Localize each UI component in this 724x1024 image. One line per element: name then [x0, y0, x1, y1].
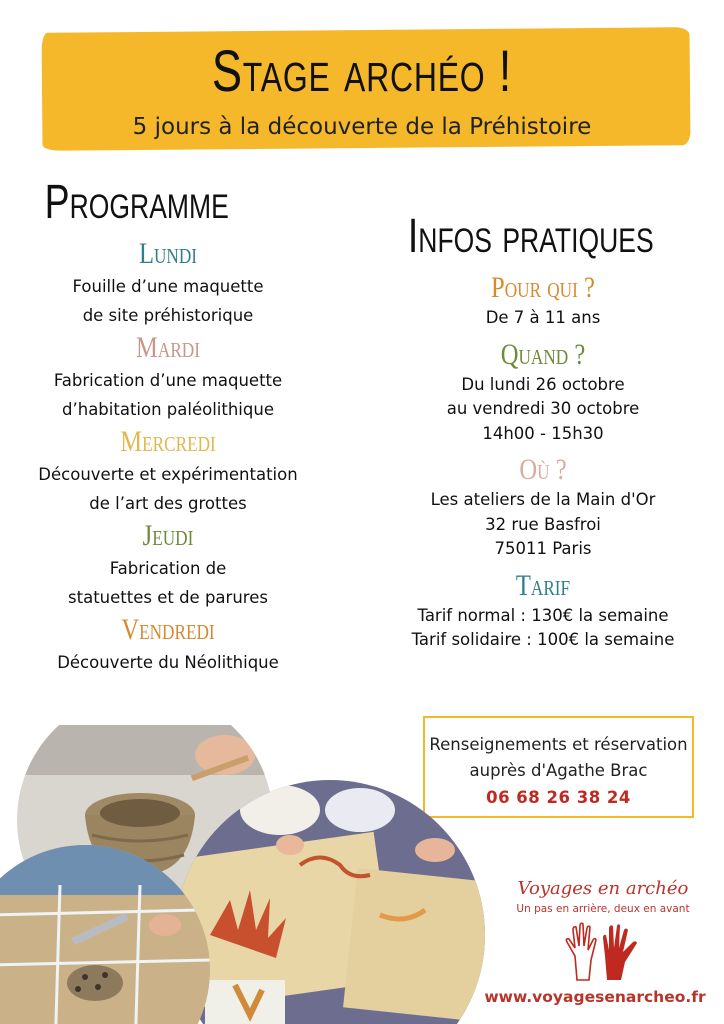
info-label: Quand ?: [500, 337, 586, 371]
day-block-tuesday: [30, 330, 306, 424]
day-activity: d’habitation paléolithique: [62, 400, 274, 419]
brand-name: Voyages en archéo: [517, 878, 689, 899]
contact-line: Renseignements et réservation: [429, 735, 688, 754]
day-activity: statuettes et de parures: [68, 588, 268, 607]
programme-column: [30, 170, 306, 677]
page-title: Stage archéo !: [211, 39, 513, 104]
day-block-friday: [30, 612, 306, 677]
contact-phone: 06 68 26 38 24: [486, 788, 631, 807]
day-label: Mardi: [136, 331, 200, 364]
info-block-location: [398, 452, 688, 562]
info-label: Tarif: [515, 568, 571, 602]
day-block-thursday: [30, 518, 306, 612]
infos-heading: Infos pratiques: [407, 210, 654, 263]
day-label: Mercredi: [120, 425, 216, 458]
brand-logo: [488, 876, 718, 982]
info-text: De 7 à 11 ans: [485, 308, 601, 327]
info-text: 75011 Paris: [494, 539, 592, 558]
day-activity: Fabrication d’une maquette: [53, 371, 283, 390]
info-text: 32 rue Basfroi: [485, 514, 601, 534]
programme-heading: Programme: [44, 176, 229, 229]
info-text: au vendredi 30 octobre: [446, 399, 640, 418]
day-block-monday: [30, 236, 306, 330]
day-label: Lundi: [138, 237, 198, 270]
day-activity: Découverte du Néolithique: [57, 653, 279, 672]
day-label: Jeudi: [142, 519, 194, 552]
page-subtitle: 5 jours à la découverte de la Préhistoire: [132, 114, 592, 140]
info-text: 14h00 - 15h30: [482, 423, 604, 443]
contact-name: auprès d'Agathe Brac: [469, 761, 648, 780]
day-activity: Fabrication de: [109, 559, 227, 578]
photo-collage: [0, 725, 490, 1024]
info-text: Du lundi 26 octobre: [461, 374, 625, 394]
day-activity: de site préhistorique: [82, 306, 254, 325]
info-text: Tarif solidaire : 100€ la semaine: [411, 630, 675, 649]
info-text: Les ateliers de la Main d'Or: [430, 490, 656, 509]
day-activity: Fouille d’une maquette: [72, 277, 264, 296]
brand-tagline: Un pas en arrière, deux en avant: [516, 903, 690, 915]
day-block-wednesday: [30, 424, 306, 518]
website-link[interactable]: www.voyagesenarcheo.fr: [484, 988, 706, 1006]
info-label: Pour qui ?: [491, 271, 595, 304]
day-activity: de l’art des grottes: [89, 494, 247, 513]
info-block-dates: [398, 337, 688, 447]
day-activity: Découverte et expérimentation: [38, 465, 298, 484]
info-block-price: [398, 568, 688, 653]
info-label: Où ?: [519, 453, 567, 486]
day-label: Vendredi: [121, 613, 215, 646]
info-block-audience: [398, 270, 688, 331]
info-text: Tarif normal : 130€ la semaine: [417, 605, 669, 625]
hands-icon: [563, 920, 643, 982]
infos-column: [398, 204, 688, 653]
